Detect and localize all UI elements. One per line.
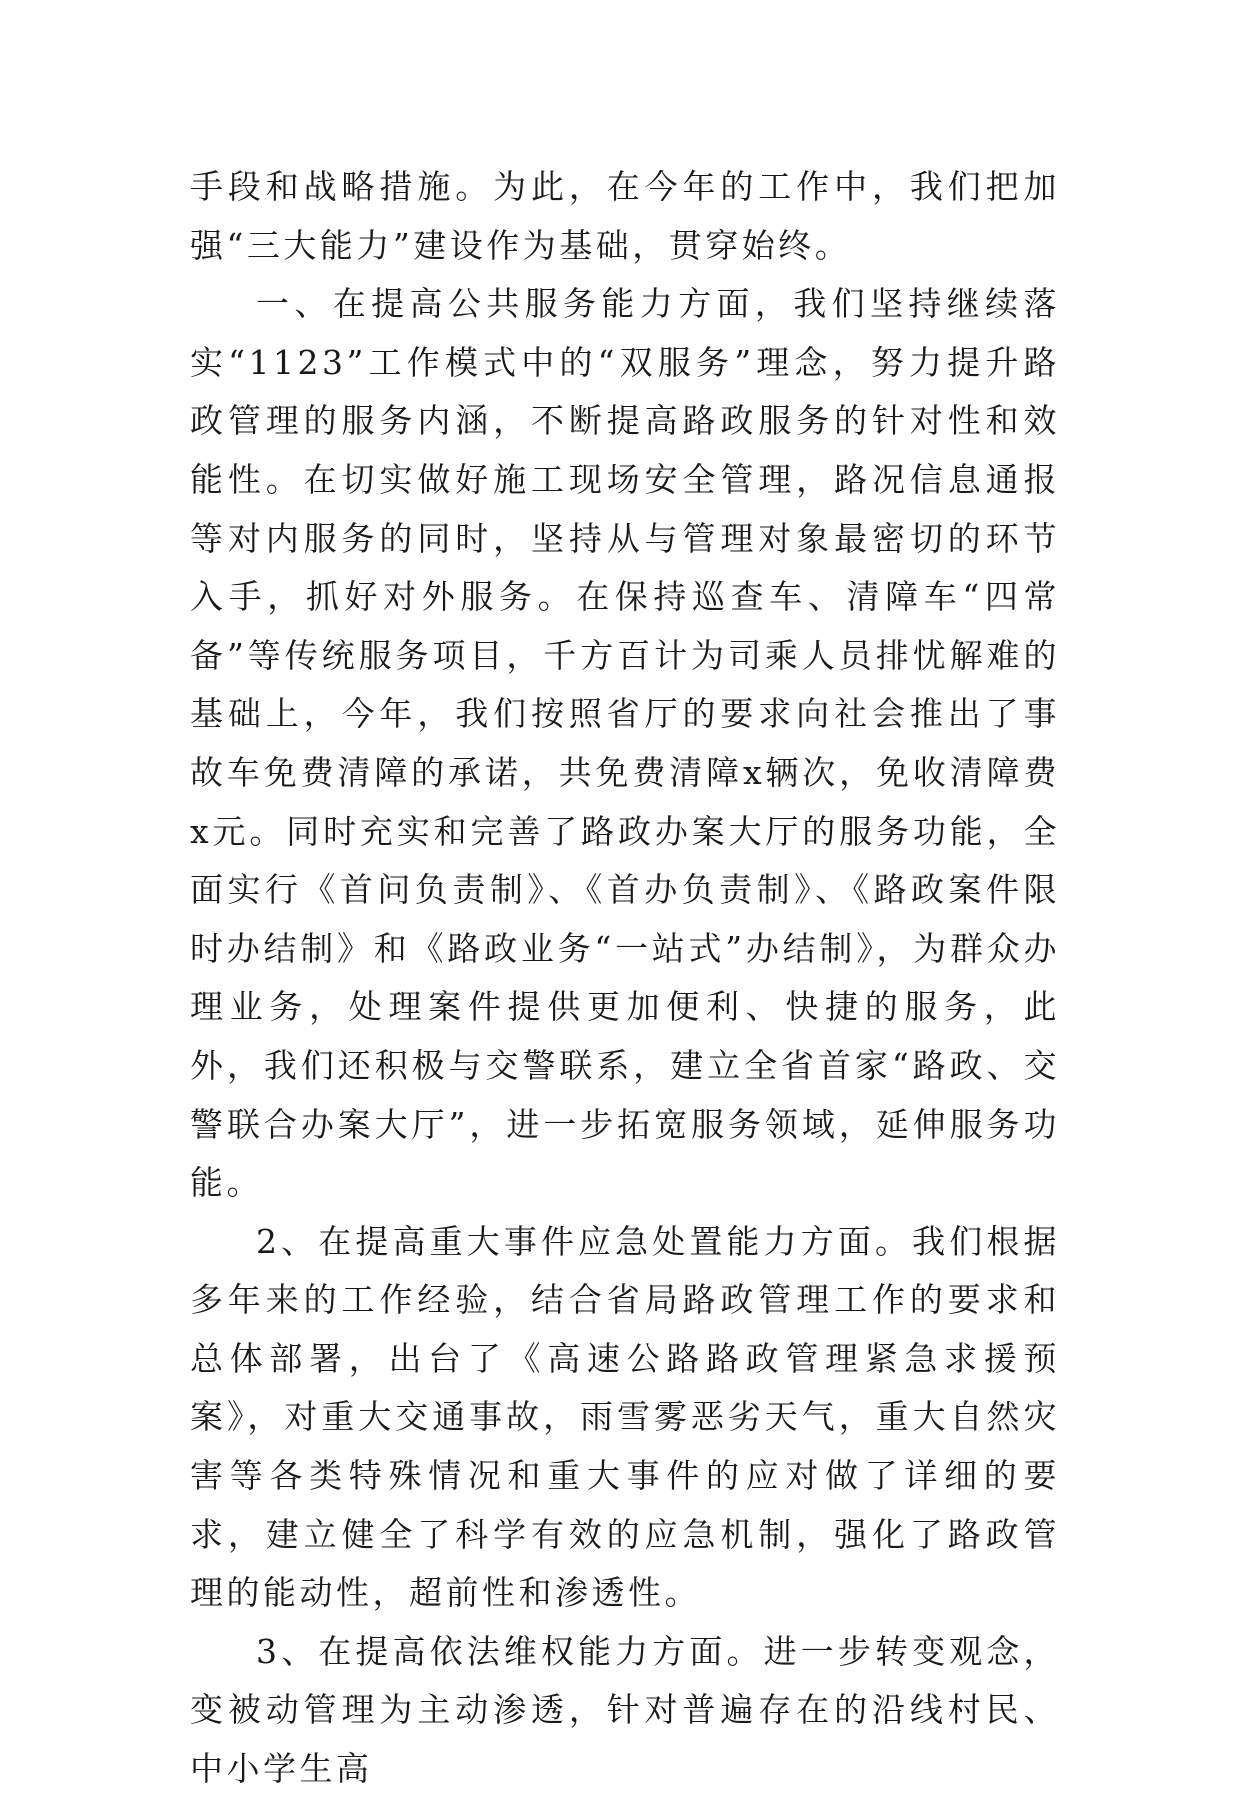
paragraph-emergency-response: 2、在提高重大事件应急处置能力方面。我们根据多年来的工作经验，结合省局路政管理工作的要求和总体部署，出台了《高速公路路政管理紧急求援预案》，对重大交通事故，雨雪雾恶劣天气，重大自然灾害等各类特殊情况和重大事件的应对做了详细的要求，建立健全了科学有效的应急机制，强化了路政管理的能动性，超前性和渗透性。 [190,1221,1060,1613]
paragraph-continuation: 手段和战略措施。为此，在今年的工作中，我们把加强“三大能力”建设作为基础，贯穿始终。 [190,167,1060,265]
document-body [190,158,1060,1799]
paragraph-public-service: 一、在提高公共服务能力方面，我们坚持继续落实“1123”工作模式中的“双服务”理念，努力提升路政管理的服务内涵，不断提高路政服务的针对性和效能性。在切实做好施工现场安全管理，路况信息通报等对内服务的同时，坚持从与管理对象最密切的环节入手，抓好对外服务。在保持巡查车、清障车“四常备”等传统服务项目，千方百计为司乘人员排忧解难的基础上，今年，我们按照省厅的要求向社会推出了事故车免费清障的承诺，共免费清障x辆次，免收清障费x元。同时充实和完善了路政办案大厅的服务功能，全面实行《首问负责制》、《首办负责制》、《路政案件限时办结制》和《路政业务“一站式”办结制》，为群众办理业务，处理案件提供更加便利、快捷的服务，此外，我们还积极与交警联系，建立全省首家“路政、交警联合办案大厅”，进一步拓宽服务领域，延伸服务功能。 [190,284,1060,1203]
paragraph-legal-rights: 3、在提高依法维权能力方面。进一步转变观念，变被动管理为主动渗透，针对普遍存在的沿线村民、中小学生高 [190,1631,1060,1789]
